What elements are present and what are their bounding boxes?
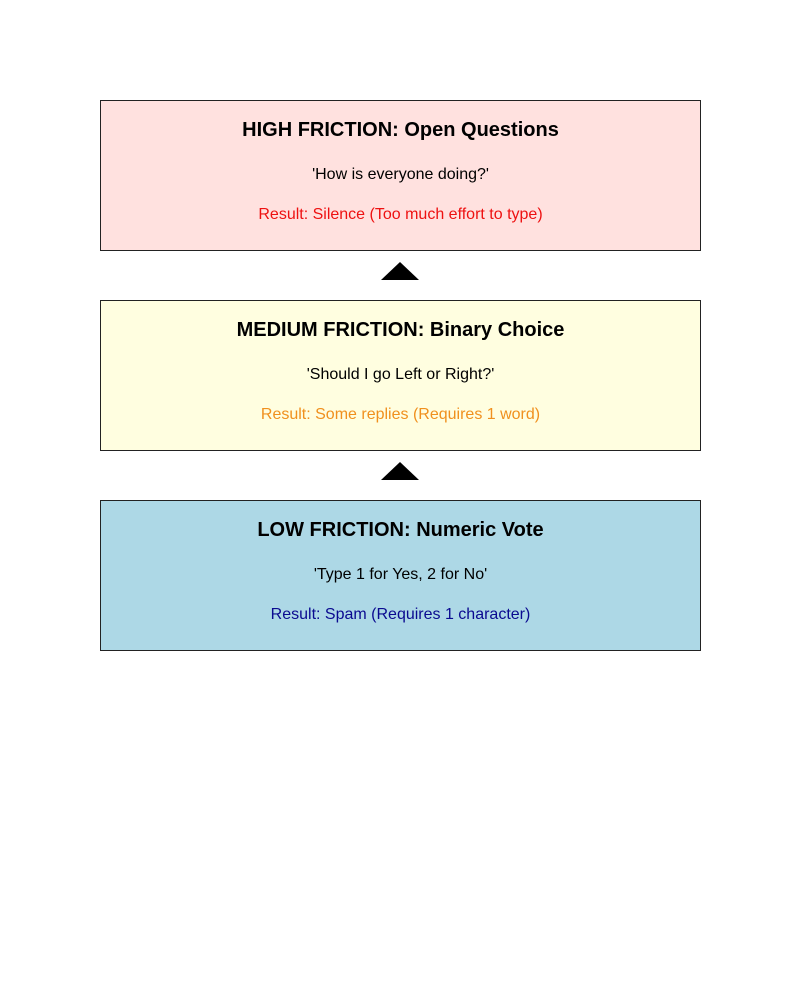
tier-title: LOW FRICTION: Numeric Vote	[257, 519, 544, 541]
tier-low-friction	[100, 500, 701, 651]
up-arrow-icon	[381, 262, 419, 280]
tier-title: HIGH FRICTION: Open Questions	[242, 119, 559, 141]
tier-example: 'Should I go Left or Right?'	[306, 366, 495, 383]
tier-example: 'How is everyone doing?'	[312, 166, 489, 183]
tier-medium-friction	[100, 300, 701, 451]
tier-title: MEDIUM FRICTION: Binary Choice	[236, 319, 565, 341]
up-arrow-icon	[381, 462, 419, 480]
tier-result: Result: Silence (Too much effort to type)	[258, 206, 543, 223]
tier-high-friction	[100, 100, 701, 251]
tier-result: Result: Spam (Requires 1 character)	[270, 606, 531, 623]
tier-example: 'Type 1 for Yes, 2 for No'	[313, 566, 488, 583]
tier-result: Result: Some replies (Requires 1 word)	[260, 406, 541, 423]
